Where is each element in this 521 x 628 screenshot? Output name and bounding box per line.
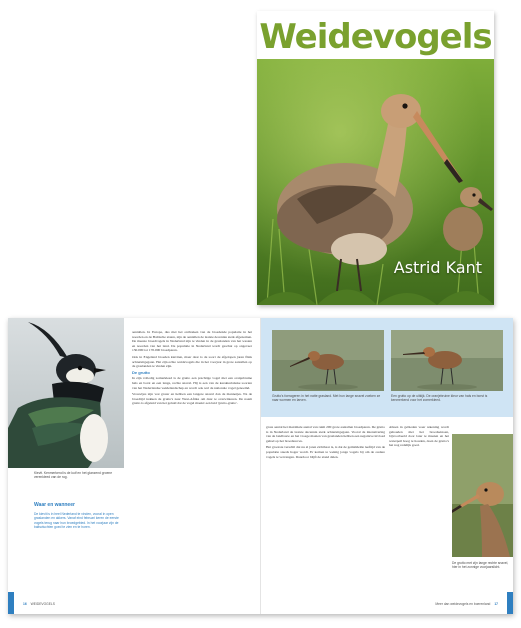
- godwit-photo-foraging: [272, 330, 384, 391]
- right-paragraph-1: grote aantal het maximale aantal van ruim 200 grote aantallen broedparen. De grutto is in Nederland de laatste decennia sterk achteruitgegaan. Vooral de intensivering van de landbouw en het vroege maaien van graslanden hebben een negatieve invloed gehad op het broedsucces.: [266, 425, 385, 443]
- info-box-title: Waar en wanneer: [34, 502, 75, 508]
- book-cover: [257, 11, 494, 305]
- right-paragraph-3: Alleen in gebieden waar rekening wordt gehouden met het broedseizoen, bijvoorbeeld door later te maaien en het waterpeil hoog te houden, doen de grutto's het nog redelijk goed.: [389, 425, 449, 448]
- left-page-number: 16: [23, 602, 27, 606]
- left-paragraph-2: Ook in Engeland broeden kieviten, maar daar is de soort de afgelopen jaren flink achteruitgegaan. Het zijn echte weidevogels die in het voorjaar in grote aantallen op de graslanden te vinden zijn.: [132, 354, 252, 369]
- godwit-photo-lookout: [391, 330, 503, 391]
- lapwing-photo: [8, 318, 124, 468]
- right-page-number: 17: [494, 602, 498, 606]
- right-page-body-col1: [266, 425, 385, 461]
- left-folio: [20, 602, 55, 606]
- right-running-head: Meer dan weidevogels en boerenland: [435, 602, 491, 606]
- lookout-photo-caption: Een grutto op de uitkijk. De oranjebruine kleur van hals en borst is kenmerkend voor het zomerkleed.: [391, 394, 488, 403]
- left-page-body: [132, 330, 252, 408]
- book-spread: [8, 318, 513, 614]
- godwit-portrait-photo: [452, 434, 513, 557]
- portrait-photo-caption: De grutto met zijn lange rechte snavel, hier in het zonnige voorjaarslicht.: [452, 561, 509, 570]
- cover-author: Astrid Kant: [393, 258, 482, 277]
- cover-title-band: [257, 11, 494, 59]
- section-heading: De grutto: [132, 369, 150, 375]
- left-paragraph-3: In zijn volledig zomerkleed is de grutto een prachtige vogel met een oranjebruine hals en borst en een lange, rechte snavel. Hij is een van de karakteristieke soorten van het Nederlandse weidelandschap en wordt ook wel de nationale vogel genoemd.: [132, 376, 252, 390]
- cover-title: Weidevogels: [259, 17, 492, 57]
- lapwing-caption: Kievit. Kenmerkend is de kuif en het glanzend groene verenkleed van de rug.: [34, 471, 113, 480]
- info-box: [8, 496, 124, 580]
- right-paragraph-2: Het grootste verschil dat nu al jaren zichtbaar is, is dat de gemiddelde leeftijd van de populatie steeds hoger wordt. Er komen te weinig jonge vogels bij om de oudere vogels te vervangen. Daardoor blijft de stand dalen.: [266, 445, 385, 459]
- right-folio: [435, 602, 501, 606]
- right-page-blue-tab: [507, 592, 513, 614]
- left-page-blue-tab: [8, 592, 14, 614]
- info-box-body: De kievit is in heel Nederland te vinden, vooral in open graslanden en akkers. Vanaf eind februari keren de eerste vogels terug naar hun broedgebied. In het voorjaar zijn de baltsvluchten goed te zien en te horen.: [34, 512, 119, 529]
- left-paragraph-1: aantallen. In Europa, dus met het ontbreken van de broedende populatie in het noorden en de Baltische staten, zijn de aantallen de laatste decennia sterk afgenomen. De meeste broedvogels in Nederland zijn te vinden in de graslanden van het westen en noorden van het land. De populatie in Nederland wordt geschat op ongeveer 130.000 tot 170.000 broedparen.: [132, 330, 252, 353]
- foraging-photo-caption: Grutto's foerageren in het natte grasland. Met hun lange snavel zoeken ze naar wormen en larven.: [272, 394, 381, 403]
- right-page-body-col2: [389, 425, 449, 450]
- left-running-head: WEIDEVOGELS: [30, 602, 55, 606]
- left-paragraph-4: Vrouwtjes zijn wat groter en hebben een langere snavel dan de mannetjes. Na de broedtijd trekken de grutto's naar West-Afrika om daar te overwinteren. De naam grutto is afgeleid van het geluid dat de vogel maakt: een luid 'grutto-grutto'.: [132, 392, 252, 406]
